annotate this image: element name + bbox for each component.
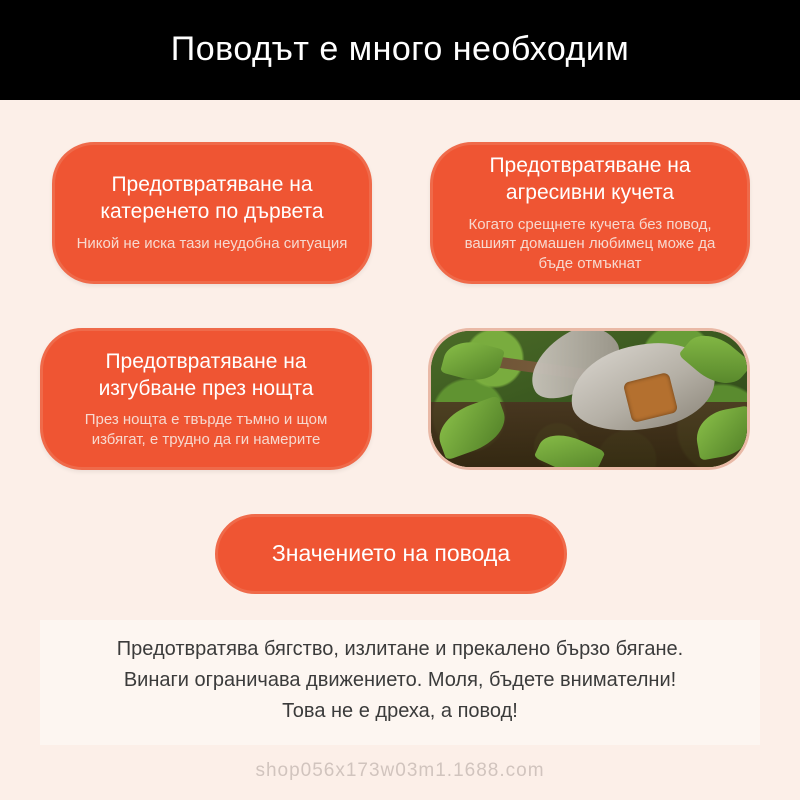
footer-line: Винаги ограничава движението. Моля, бъдете внимателни! (123, 669, 677, 691)
card-prevent-tree-climbing (52, 142, 372, 284)
product-photo (428, 328, 750, 470)
footer-line: Предотвратява бягство, излитане и прекалено бързо бягане. (116, 638, 684, 660)
cards-grid (0, 100, 800, 722)
card-title: Значението на повода (271, 540, 511, 567)
card-title: Предотвратяване на агресивни кучета (489, 153, 691, 204)
photo-foliage-background (431, 331, 747, 467)
page-header (0, 0, 800, 100)
page-content (0, 100, 800, 722)
watermark: shop056x173w03m1.1688.com (255, 760, 545, 781)
card-title: Предотвратяване на катеренето по дървета (100, 173, 324, 224)
card-prevent-night-loss (40, 328, 372, 470)
card-title: Предотвратяване на изгубване през нощта (98, 349, 314, 400)
page-title: Поводът е много необходим (170, 30, 630, 69)
card-prevent-aggressive-dogs (430, 142, 750, 284)
footer-line: Това не е дреха, а повод! (282, 700, 518, 722)
card-subtitle: През нощта е твърде тъмно и щом избягат, е трудно да ги намерите (84, 411, 328, 448)
card-leash-meaning (215, 514, 567, 594)
card-subtitle: Никой не иска тази неудобна ситуация (76, 235, 348, 253)
footer-description (40, 620, 760, 745)
card-subtitle: Когато срещнете кучета без повод, вашият домашен любимец може да бъде отмъкнат (464, 215, 716, 272)
photo-leaf (440, 335, 505, 387)
